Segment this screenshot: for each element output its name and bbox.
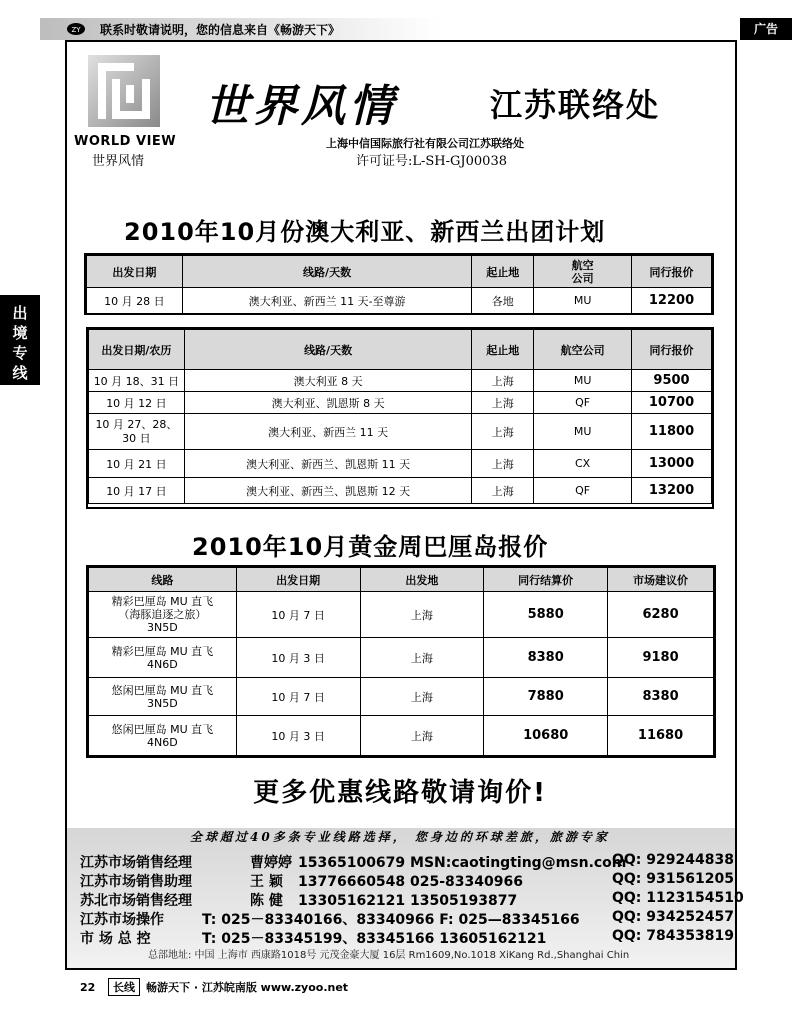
publisher-logo-icon — [66, 21, 86, 37]
trade-price-cell: 10680 — [484, 716, 608, 756]
price-cell: 9500 — [632, 370, 712, 392]
hq-address: 总部地址: 中国 上海市 西康路1018号 元茂金豪大厦 16层 Rm1609,No.1018 XiKang Rd.,Shanghai Chin — [148, 950, 630, 961]
origin-cell: 各地 — [472, 288, 534, 314]
route-cell: 澳大利亚、新西兰、凯恩斯 12 天 — [184, 478, 471, 504]
trade-price-cell: 8380 — [484, 638, 608, 678]
route-cell: 澳大利亚、新西兰 11 天 — [184, 414, 471, 450]
table-row — [89, 414, 712, 450]
contact-role: 苏北市场销售经理 — [80, 893, 192, 909]
contact-info: T: 025－83345199、83345166 13605162121 — [202, 931, 547, 947]
market-price-cell: 9180 — [608, 638, 714, 678]
origin-cell: 上海 — [360, 716, 484, 756]
logo-english-name: WORLD VIEW — [74, 134, 177, 149]
license-number: 许可证号:L-SH-GJ00038 — [356, 154, 507, 169]
trade-price-cell: 7880 — [484, 678, 608, 716]
bali-price-table — [88, 567, 714, 756]
airline-cell: MU — [534, 288, 632, 314]
table-header-cell: 起止地 — [472, 330, 534, 370]
page-footer — [80, 978, 348, 996]
side-tab-char: 境 — [12, 324, 28, 342]
contact-info: 15365100679 MSN:caotingting@msn.com — [298, 855, 627, 871]
airline-cell: MU — [534, 370, 632, 392]
date-cell: 10 月 28 日 — [87, 288, 183, 314]
table-header-cell: 出发日期/农历 — [89, 330, 185, 370]
table-header-cell: 出发日期 — [87, 256, 183, 288]
table-header-cell: 线路/天数 — [184, 330, 471, 370]
route-cell: 悠闲巴厘岛 MU 直飞 3N5D — [89, 678, 237, 716]
departure-table-b — [88, 329, 712, 504]
table-row — [89, 592, 714, 638]
svg-text:ZY: ZY — [71, 26, 81, 34]
table-row — [89, 450, 712, 478]
route-cell: 澳大利亚、凯恩斯 8 天 — [184, 392, 471, 414]
contact-row — [80, 928, 734, 948]
company-name: 上海中信国际旅行社有限公司江苏联络处 — [326, 137, 524, 150]
side-section-tab — [0, 295, 40, 385]
brand-title: 世界风情 — [205, 81, 397, 132]
slogan: 全球超过40多条专业线路选择， 您身边的环球差旅，旅游专家 — [190, 830, 610, 844]
table-header-cell: 航空公司 — [534, 330, 632, 370]
route-cell: 精彩巴厘岛 MU 直飞 （海豚追逐之旅） 3N5D — [89, 592, 237, 638]
origin-cell: 上海 — [360, 638, 484, 678]
origin-cell: 上海 — [472, 392, 534, 414]
market-price-cell: 6280 — [608, 592, 714, 638]
table-row — [89, 392, 712, 414]
market-price-cell: 8380 — [608, 678, 714, 716]
page-number: 22 — [80, 981, 96, 994]
table-row — [87, 288, 712, 314]
contact-role: 江苏市场销售经理 — [80, 855, 192, 871]
contact-name: 曹婷婷 — [250, 855, 292, 871]
origin-cell: 上海 — [472, 478, 534, 504]
table-header-cell: 航空 公司 — [534, 256, 632, 288]
publication-name: 畅游天下 · 江苏皖南版 www.zyoo.net — [146, 981, 349, 994]
contact-row — [80, 852, 734, 872]
table-header-cell: 线路/天数 — [182, 256, 471, 288]
top-banner — [40, 18, 792, 40]
contact-row — [80, 909, 734, 929]
airline-cell: QF — [534, 392, 632, 414]
australia-plan-heading: 2010年10月份澳大利亚、新西兰出团计划 — [124, 218, 606, 246]
contact-row — [80, 871, 734, 891]
airline-cell: QF — [534, 478, 632, 504]
date-cell: 10 月 7 日 — [236, 592, 360, 638]
contact-qq: QQ: 784353819 — [612, 928, 734, 944]
route-cell: 澳大利亚 8 天 — [184, 370, 471, 392]
date-cell: 10 月 7 日 — [236, 678, 360, 716]
side-tab-char: 专 — [12, 344, 28, 362]
contact-name: 陈 健 — [250, 893, 283, 909]
ad-tag: 广告 — [740, 18, 792, 40]
table-header-cell: 出发地 — [360, 568, 484, 592]
airline-cell: MU — [534, 414, 632, 450]
market-price-cell: 11680 — [608, 716, 714, 756]
side-tab-char: 线 — [12, 364, 28, 382]
contact-row — [80, 890, 744, 910]
route-cell: 澳大利亚、新西兰 11 天-至尊游 — [182, 288, 471, 314]
price-cell: 10700 — [632, 392, 712, 414]
origin-cell: 上海 — [360, 678, 484, 716]
bali-heading: 2010年10月黄金周巴厘岛报价 — [192, 533, 549, 561]
route-cell: 悠闲巴厘岛 MU 直飞 4N6D — [89, 716, 237, 756]
date-cell: 10 月 3 日 — [236, 638, 360, 678]
origin-cell: 上海 — [472, 370, 534, 392]
route-cell: 澳大利亚、新西兰、凯恩斯 11 天 — [184, 450, 471, 478]
date-cell: 10 月 18、31 日 — [89, 370, 185, 392]
table-row — [89, 370, 712, 392]
price-cell: 13000 — [632, 450, 712, 478]
departure-table-a — [86, 255, 712, 314]
origin-cell: 上海 — [472, 450, 534, 478]
contact-info: 13776660548 025-83340966 — [298, 874, 523, 890]
logo-chinese-name: 世界风情 — [92, 154, 145, 169]
price-cell: 11800 — [632, 414, 712, 450]
date-cell: 10 月 17 日 — [89, 478, 185, 504]
airline-cell: CX — [534, 450, 632, 478]
table-header-cell: 同行结算价 — [484, 568, 608, 592]
price-cell: 12200 — [632, 288, 712, 314]
contact-qq: QQ: 934252457 — [612, 909, 734, 925]
date-cell: 10 月 12 日 — [89, 392, 185, 414]
source-notice: 联系时敬请说明，您的信息来自《畅游天下》 — [100, 23, 341, 37]
date-cell: 10 月 27、28、 30 日 — [89, 414, 185, 450]
contact-name: 王 颖 — [250, 874, 283, 890]
contact-info: 13305162121 13505193877 — [298, 893, 518, 909]
office-title: 江苏联络处 — [490, 86, 661, 124]
table-header-cell: 出发日期 — [236, 568, 360, 592]
contact-info: T: 025－83340166、83340966 F: 025—83345166 — [202, 912, 580, 928]
table-row — [89, 478, 712, 504]
origin-cell: 上海 — [472, 414, 534, 450]
world-view-logo-icon — [88, 55, 160, 127]
table-row — [89, 716, 714, 756]
contact-qq: QQ: 1123154510 — [612, 890, 744, 906]
table-header-cell: 市场建议价 — [608, 568, 714, 592]
table-row — [89, 678, 714, 716]
contact-role: 市 场 总 控 — [80, 931, 151, 947]
inquiry-callout: 更多优惠线路敬请询价! — [253, 778, 547, 808]
price-cell: 13200 — [632, 478, 712, 504]
table-header-cell: 起止地 — [472, 256, 534, 288]
contact-qq: QQ: 929244838 — [612, 852, 734, 868]
date-cell: 10 月 21 日 — [89, 450, 185, 478]
table-header-cell: 同行报价 — [632, 330, 712, 370]
side-tab-char: 出 — [12, 304, 28, 322]
origin-cell: 上海 — [360, 592, 484, 638]
route-cell: 精彩巴厘岛 MU 直飞 4N6D — [89, 638, 237, 678]
contact-qq: QQ: 931561205 — [612, 871, 734, 887]
table-header-cell: 线路 — [89, 568, 237, 592]
table-row — [89, 638, 714, 678]
contact-role: 江苏市场销售助理 — [80, 874, 192, 890]
trade-price-cell: 5880 — [484, 592, 608, 638]
contact-role: 江苏市场操作 — [80, 912, 164, 928]
section-label: 长线 — [108, 978, 140, 996]
date-cell: 10 月 3 日 — [236, 716, 360, 756]
table-header-cell: 同行报价 — [632, 256, 712, 288]
